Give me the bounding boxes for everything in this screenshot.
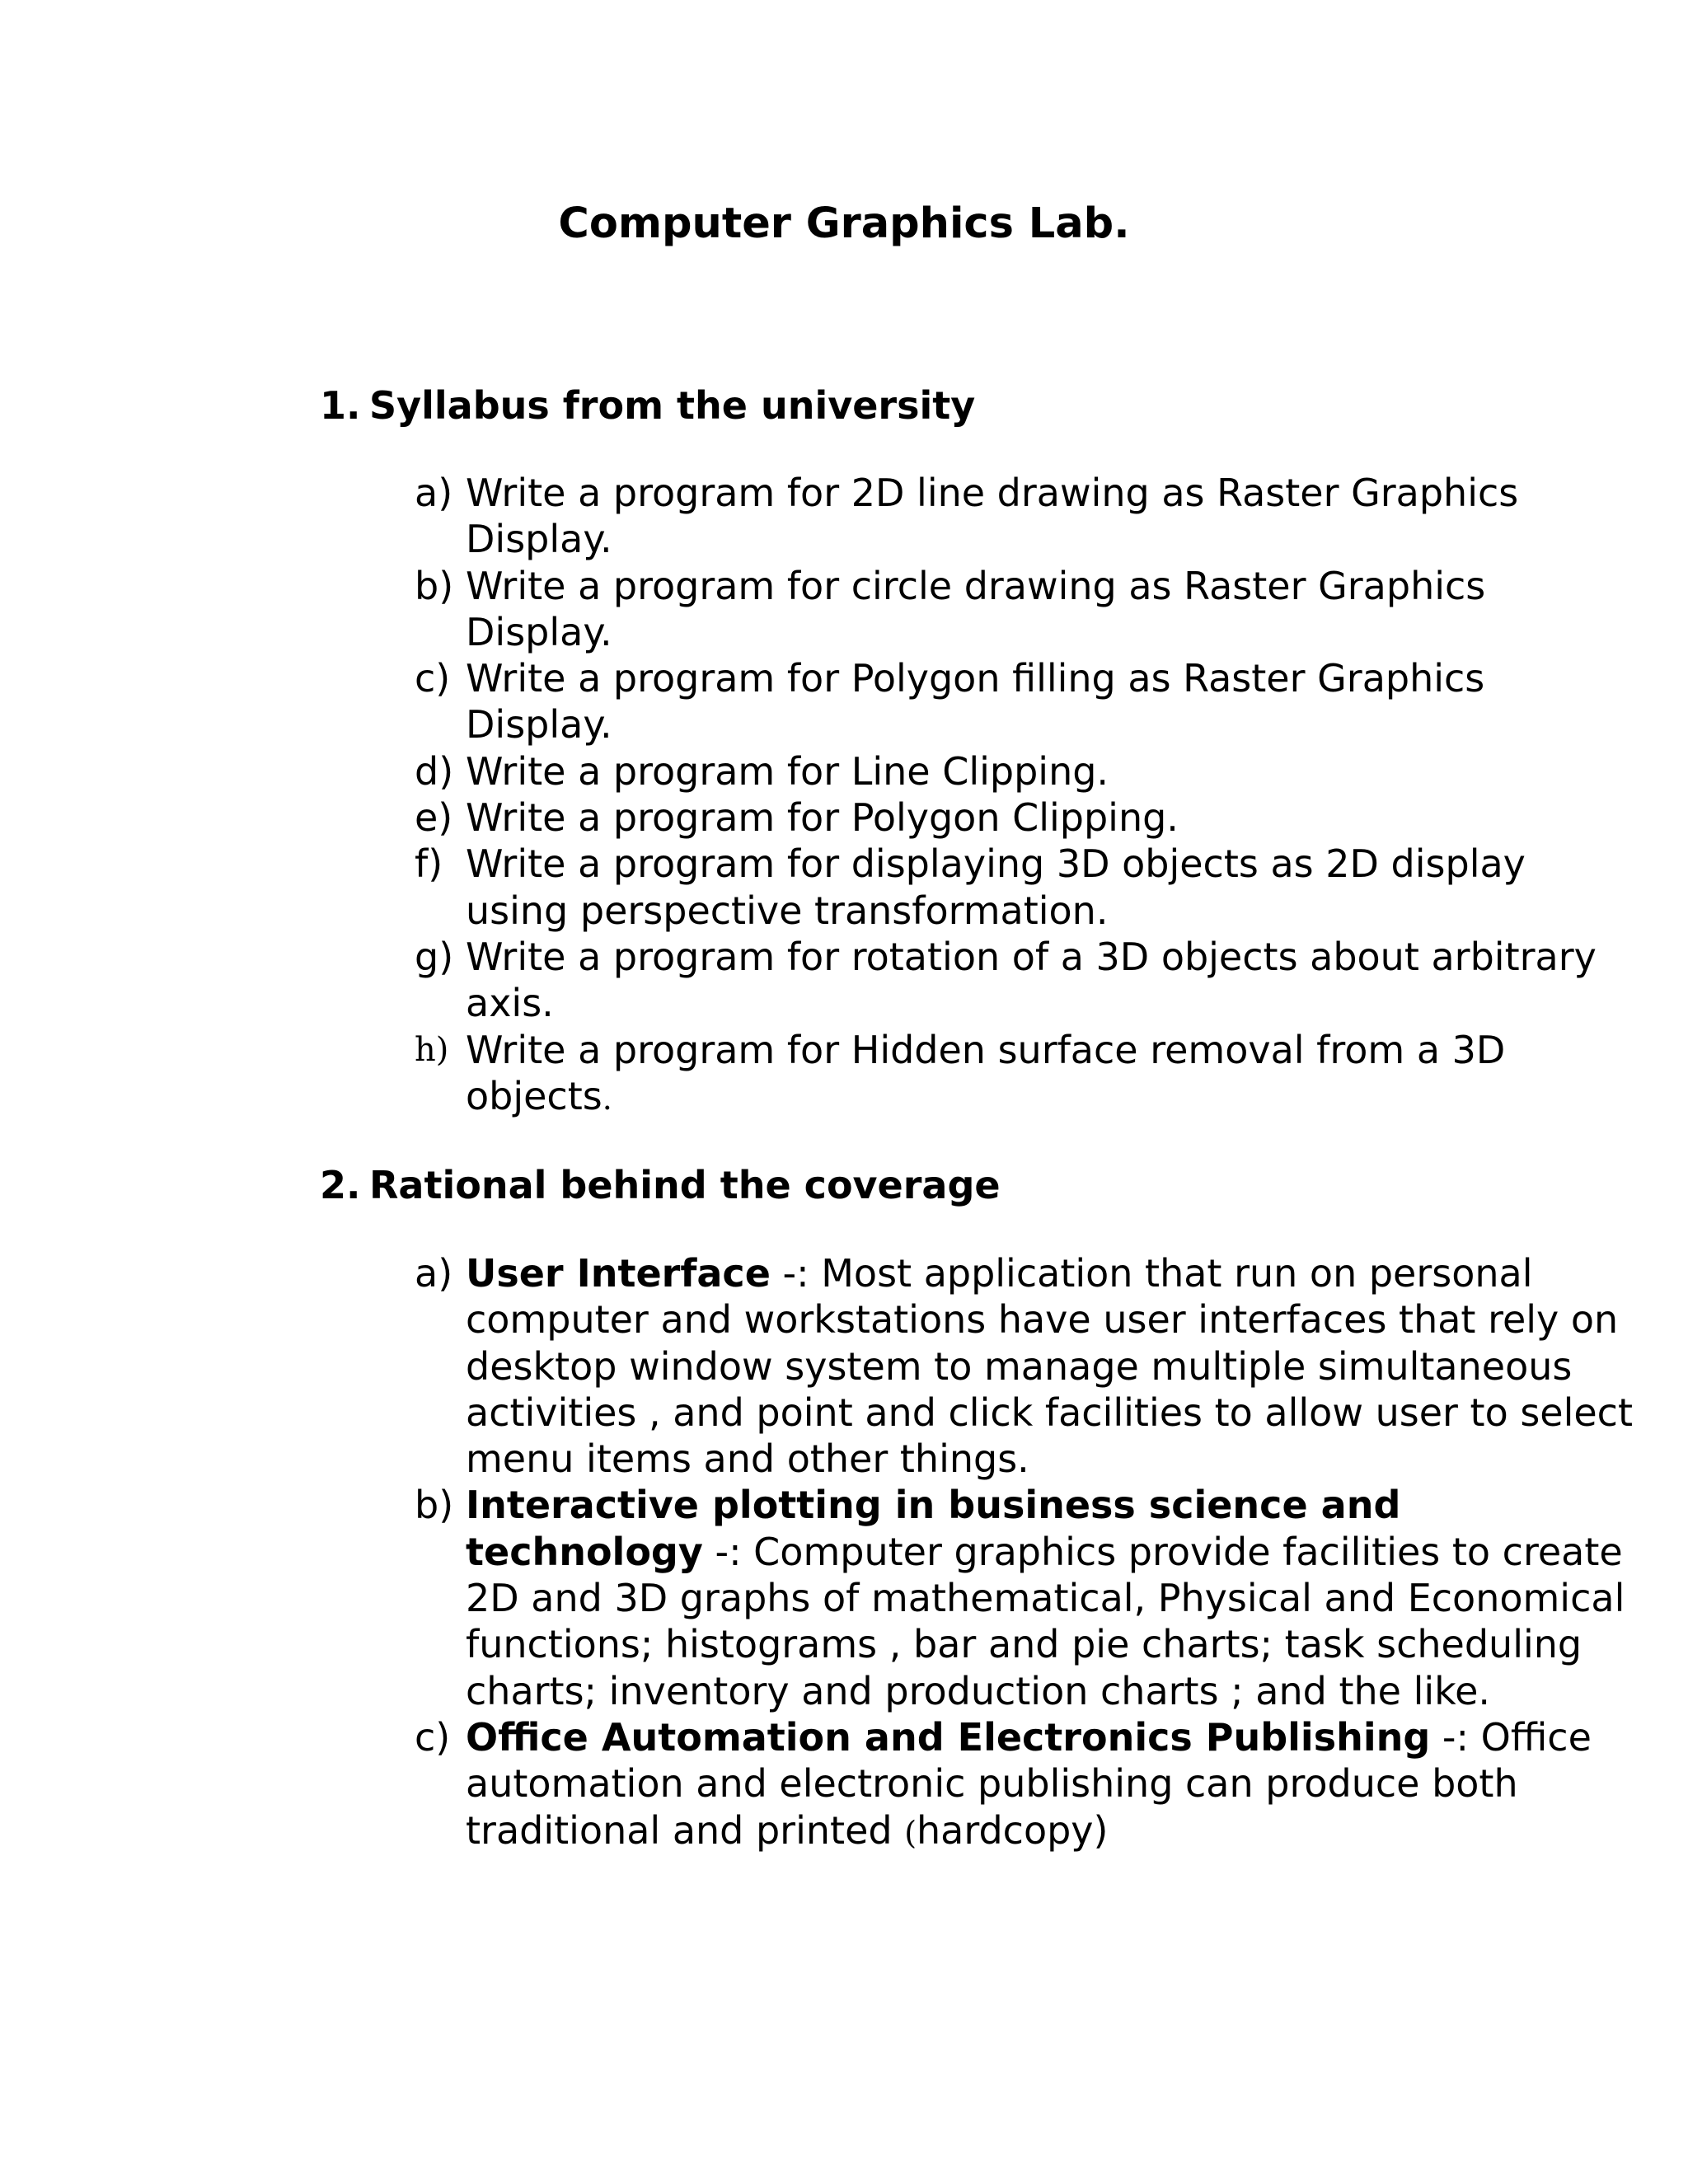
page-title: Computer Graphics Lab. [558,199,1130,248]
item-marker: e) [415,795,453,841]
list-item [415,563,1634,656]
list-item [415,1714,1634,1856]
item-term: Office Automation and Electronics Publishing [466,1714,1431,1760]
item-paren: ( [904,1814,917,1851]
item-marker: h) [415,1030,449,1069]
item-marker: b) [415,1483,454,1528]
list-item [415,470,1634,563]
list-item [415,934,1634,1027]
item-text: Write a program for 2D line drawing as Raster Graphics Display. [466,471,1519,562]
list-item [415,841,1634,934]
section-title: Rational behind the coverage [369,1163,1001,1207]
item-marker: a) [415,1251,453,1296]
section-number: 2. [320,1163,361,1207]
rationale-list [415,1250,1634,1856]
syllabus-list [415,470,1634,1122]
item-marker: c) [415,656,451,701]
item-text: Write a program for circle drawing as Raster Graphics Display. [466,563,1486,654]
item-text: Write a program for rotation of a 3D objects about arbitrary axis. [466,934,1597,1026]
item-text: -: Most application that run on personal computer and workstations have user interfaces that rely on desktop window system to manage multiple simultaneous activities , and point and click facilities to allow user to select menu items and other things. [466,1251,1634,1482]
section-heading-rationale [320,1160,1001,1210]
list-item [415,1027,1634,1122]
section-number: 1. [320,383,361,428]
list-item [415,1482,1634,1713]
item-marker: f) [415,841,443,887]
item-term: Interactive plotting in business science and technology [466,1483,1401,1574]
list-item [415,748,1634,794]
item-marker: g) [415,934,454,979]
item-marker: d) [415,748,454,794]
list-item [415,1250,1634,1482]
item-marker: b) [415,563,454,608]
section-heading-syllabus [320,381,975,430]
item-text: -: Office automation and electronic publishing can produce both traditional and printed [466,1714,1592,1853]
item-text: Write a program for Polygon filling as Raster Graphics Display. [466,656,1485,748]
item-text: Write a program for Hidden surface removal from a 3D objects [466,1027,1506,1118]
item-text: -: Computer graphics provide facilities to create 2D and 3D graphs of mathematical, Physical and Economical functions; histograms , bar and pie charts; task scheduling charts; inventory and production charts ; and the like. [466,1529,1625,1713]
list-item [415,794,1634,841]
list-item [415,655,1634,748]
item-marker: c) [415,1714,451,1760]
item-end-punctuation: . [602,1080,612,1117]
item-text: Write a program for Line Clipping. [466,748,1109,794]
item-tail: hardcopy) [917,1807,1109,1853]
item-marker: a) [415,471,453,515]
section-title: Syllabus from the university [369,383,976,428]
item-term: User Interface [466,1251,771,1296]
item-text: Write a program for Polygon Clipping. [466,795,1179,841]
item-text: Write a program for displaying 3D objects as 2D display using perspective transformation. [466,841,1526,933]
